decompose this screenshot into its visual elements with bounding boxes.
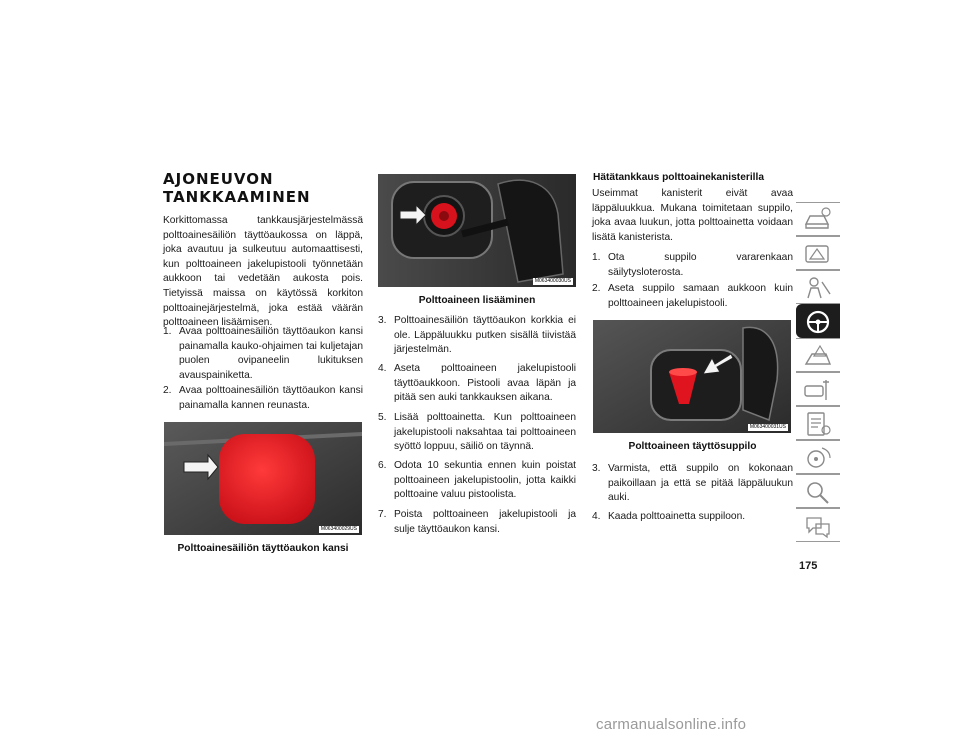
step-text: Ota suppilo vararenkaan säilytysloterosta. xyxy=(608,252,793,278)
specifications-icon xyxy=(802,410,834,438)
tab-service[interactable] xyxy=(796,372,840,406)
tab-index[interactable] xyxy=(796,474,840,508)
step-5 xyxy=(378,411,576,455)
section-subheading: Hätätankkaus polttoainekanisterilla xyxy=(593,172,764,183)
step-text: Kaada polttoainetta suppiloon. xyxy=(608,511,746,522)
step-7 xyxy=(378,508,576,537)
step-number: 3. xyxy=(378,315,387,326)
step-text: Odota 10 sekuntia ennen kuin poistat polttoaineen jakelupistoolin, jotta kaikki polttoaine valuu pistoolista. xyxy=(394,460,576,501)
figure-code: M063400029US xyxy=(320,526,357,532)
step-text: Avaa polttoainesäiliön täyttöaukon kansi painamalla kauko-ohjaimen tai kuljetajan puolen ovipaneelin lukituksen avauspainiketta. xyxy=(179,326,363,381)
step-6 xyxy=(378,459,576,503)
step-4b xyxy=(592,510,793,525)
tab-car-info[interactable] xyxy=(796,202,840,236)
step-3 xyxy=(378,314,576,358)
step-text: Poista polttoaineen jakelupistooli ja sulje täyttöaukon kansi. xyxy=(394,509,576,535)
refueling-photo xyxy=(378,174,576,287)
step-1 xyxy=(163,325,363,383)
step-number: 3. xyxy=(592,463,601,474)
funnel-photo xyxy=(593,320,791,433)
step-text: Polttoainesäiliön täyttöaukon korkkia ei ole. Läppäluukku putken sisällä tiivistää järjestelmän. xyxy=(394,315,576,356)
step-number: 1. xyxy=(163,326,172,337)
figure-code: M063400031US xyxy=(749,424,786,430)
page-title: AJONEUVON TANKKAAMINEN xyxy=(163,170,311,206)
step-text: Aseta suppilo samaan aukkoon kuin polttoaineen jakelupistooli. xyxy=(608,283,793,309)
step-number: 5. xyxy=(378,412,387,423)
step-4 xyxy=(378,362,576,406)
step-number: 4. xyxy=(378,363,387,374)
step-number: 2. xyxy=(163,385,172,396)
step-text: Aseta polttoaineen jakelupistooli täyttöaukkoon. Pistooli avaa läpän ja pitää sen auki tankkauksen aikana. xyxy=(394,363,576,404)
tab-safety[interactable] xyxy=(796,270,840,304)
tab-multimedia[interactable] xyxy=(796,440,840,474)
warning-lights-icon xyxy=(802,240,834,268)
step-number: 1. xyxy=(592,252,601,263)
page-number: 175 xyxy=(799,560,818,572)
watermark: carmanualsonline.info xyxy=(596,716,747,733)
intro-paragraph: Korkittomassa tankkausjärjestelmässä polttoainesäiliön täyttöaukossa on läppä, joka avautuu ja sulkeutuu automaattisesti, kun polttoaineen jakelupistooli työnnetään aukkoon tai vedetään aukosta pois. Tietyissä maissa on käytössä korkiton polttoainejärjestelmä, joka estää väärän polttoaineen lisäämisen. xyxy=(163,215,363,329)
figure-code: M063400030US xyxy=(534,278,571,284)
step-text: Avaa polttoainesäiliön täyttöaukon kansi painamalla kannen reunasta. xyxy=(179,385,363,411)
figure-caption: Polttoaineen täyttösuppilo xyxy=(628,441,757,452)
step-2 xyxy=(163,384,363,413)
step-text: Lisää polttoainetta. Kun polttoaineen jakelupistooli naksahtaa tai polttoaineen syöttö loppuu, säiliö on täynnä. xyxy=(394,412,576,453)
step-text: Varmista, että suppilo on kokonaan paikoillaan ja että se pitää läppäluukun auki. xyxy=(608,463,793,504)
fuel-door-photo xyxy=(164,422,362,535)
tab-driving[interactable] xyxy=(796,304,840,338)
step-3b xyxy=(592,462,793,506)
tab-warning-lights[interactable] xyxy=(796,236,840,270)
language-icon xyxy=(802,512,834,540)
service-icon xyxy=(802,376,834,404)
step-number: 6. xyxy=(378,460,387,471)
safety-icon xyxy=(802,274,834,302)
search-index-icon xyxy=(802,478,834,506)
tab-emergency[interactable] xyxy=(796,338,840,372)
tab-specifications[interactable] xyxy=(796,406,840,440)
multimedia-icon xyxy=(802,444,834,472)
step-number: 7. xyxy=(378,509,387,520)
step-number: 4. xyxy=(592,511,601,522)
emergency-icon xyxy=(802,342,834,370)
step-number: 2. xyxy=(592,283,601,294)
tab-language[interactable] xyxy=(796,508,840,542)
steering-wheel-icon xyxy=(802,308,834,336)
figure-caption: Polttoainesäiliön täyttöaukon kansi xyxy=(177,543,349,554)
step-2b xyxy=(592,282,793,311)
step-1b xyxy=(592,251,793,280)
car-info-icon xyxy=(802,206,834,234)
figure-caption: Polttoaineen lisääminen xyxy=(418,295,536,306)
col3-intro-paragraph: Useimmat kanisterit eivät avaa läppäluukkua. Mukana toimitetaan suppilo, joka avaa luukun, jotta polttoainetta voidaan lisätä kanisterista. xyxy=(592,188,793,243)
